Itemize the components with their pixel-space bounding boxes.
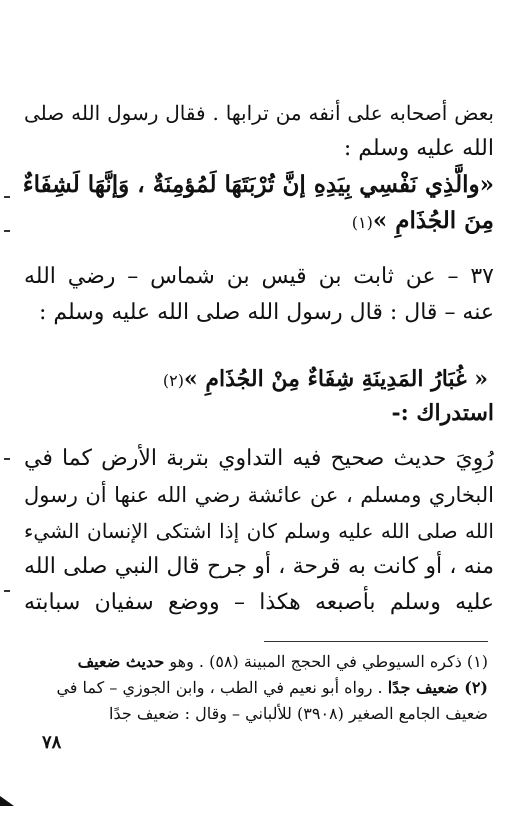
footnote-1-grade: حديث ضعيف [77, 652, 165, 671]
scan-edge-mark [4, 196, 10, 198]
paragraph-3-line-4: منه ، أو كانت به قرحة ، أو جرح قال النبي صلى الله [24, 554, 494, 579]
footnote-ref-1: (١) [351, 213, 373, 232]
footnote-separator [264, 641, 488, 642]
paragraph-2-line-2: عنه – قال : قال رسول الله صلى الله عليه وسلم : [38, 300, 494, 325]
hadith-heading [18, 364, 488, 396]
footnote-1-text: (١) ذكره السيوطي في الحجج المبينة (٥٨) . وهو [169, 652, 488, 671]
footnote-2-grade: (٢) ضعيف جدًا [387, 678, 488, 697]
scan-edge-mark [4, 230, 10, 232]
hadith-quote-end: مِنَ الجُذَامِ » [372, 207, 494, 234]
footnote-2-line-2: ضعيف الجامع الصغير (٣٩٠٨) للألباني – وقال : ضعيف جدًا [109, 704, 488, 723]
hadith-quote-line-2 [24, 206, 494, 238]
scan-corner-mark [0, 796, 14, 806]
hadith-heading-text: « غُبَارُ المَدِينَةِ شِفَاءٌ مِنْ الجُذَامِ » [183, 366, 488, 392]
scan-edge-mark [4, 590, 10, 592]
hadith-quote-line-1: «والَّذِي نَفْسِي بِيَدِهِ إنَّ تُرْبَتَهَا لَمُؤمِنَةٌ ، وَإنَّهَا لَشِفَاءٌ [22, 171, 494, 198]
paragraph-2-line-1: ٣٧ – عن ثابت بن قيس بن شماس – رضي الله [24, 264, 494, 289]
footnote-ref-2: (٢) [162, 371, 184, 390]
istidrak-heading: استدراك :- [391, 400, 494, 426]
page-number: ٧٨ [42, 732, 62, 753]
paragraph-3-line-2: البخاري ومسلم ، عن عائشة رضي الله عنها أن رسول [24, 483, 494, 507]
footnote-1 [28, 650, 488, 674]
scan-edge-mark [4, 458, 10, 460]
paragraph-1-line-2: الله عليه وسلم : [343, 136, 494, 161]
footnote-2 [28, 676, 488, 700]
paragraph-3-line-3: الله صلى الله عليه وسلم كان إذا اشتكى الإنسان الشيء [24, 519, 494, 543]
paragraph-1-line-1: بعض أصحابه على أنفه من ترابها . فقال رسول الله صلى [24, 101, 494, 125]
paragraph-3-line-5: عليه وسلم بأصبعه هكذا – ووضع سفيان سبابته [24, 590, 494, 615]
footnote-2-text: . رواه أبو نعيم في الطب ، وابن الجوزي – كما في [56, 678, 383, 697]
paragraph-3-line-1: رُوِيَ حديث صحيح فيه التداوي بتربة الأرض كما في [24, 446, 494, 471]
